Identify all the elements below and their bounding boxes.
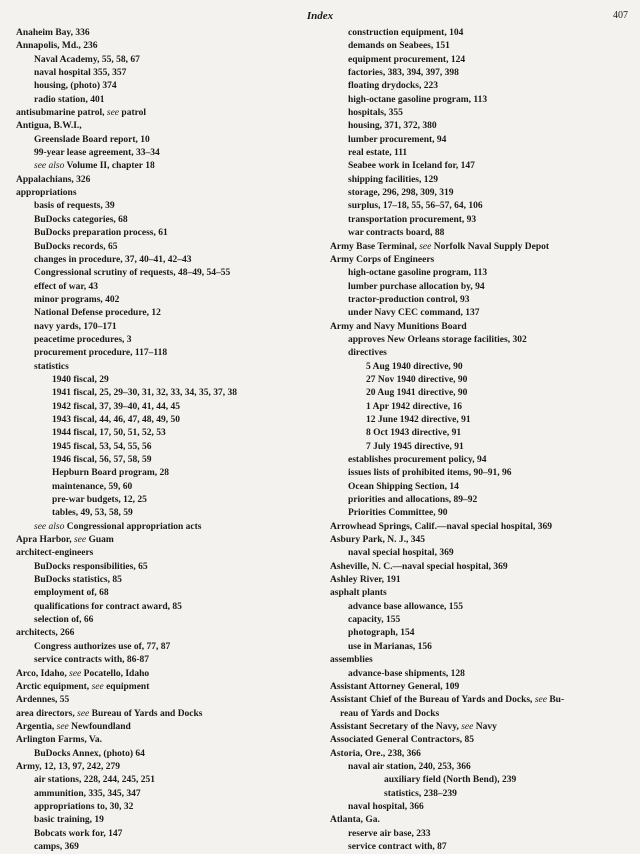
- index-entry: [330, 574, 630, 587]
- index-entry: [16, 601, 314, 614]
- index-entry-text: tractor-production control, 93: [348, 294, 470, 305]
- index-entry: [16, 94, 314, 107]
- index-entry-text: 1945 fiscal, 53, 54, 55, 56: [52, 441, 152, 452]
- index-entry-text: floating drydocks, 223: [348, 81, 438, 92]
- index-entry: [16, 801, 314, 814]
- index-entry: [16, 774, 314, 787]
- index-entry-text: 20 Aug 1941 directive, 90: [366, 388, 468, 399]
- index-entry: [330, 94, 630, 107]
- index-entry: [330, 321, 630, 334]
- index-entry: [330, 547, 630, 560]
- cross-reference-marker: see: [91, 681, 104, 692]
- index-entry: [330, 721, 630, 734]
- index-entry-text: Seabee work in Iceland for, 147: [348, 161, 475, 172]
- index-entry-text: 1 Apr 1942 directive, 16: [366, 401, 462, 412]
- index-entry: [330, 241, 630, 254]
- index-entry-text: Antigua, B.W.I.,: [16, 121, 82, 132]
- index-entry: [16, 454, 314, 467]
- index-entry-text: naval hospital, 366: [348, 801, 424, 812]
- index-entry: [330, 147, 630, 160]
- index-entry-text: selection of, 66: [34, 615, 94, 626]
- index-entry: [330, 494, 630, 507]
- index-entry: [16, 67, 314, 80]
- cross-reference-marker: see: [69, 668, 82, 679]
- index-entry-text: air stations, 228, 244, 245, 251: [34, 775, 155, 786]
- index-entry: [16, 814, 314, 827]
- index-entry-text: BuDocks Annex, (photo) 64: [34, 748, 145, 759]
- index-entry-text: naval air station, 240, 253, 366: [348, 761, 471, 772]
- index-column-left: [16, 27, 314, 854]
- index-entry: [330, 654, 630, 667]
- index-entry: [16, 614, 314, 627]
- index-entry-text: priorities and allocations, 89–92: [348, 495, 478, 506]
- index-entry: [330, 200, 630, 213]
- index-entry-text: camps, 369: [34, 841, 79, 852]
- index-entry: [330, 841, 630, 854]
- index-entry-text: Ocean Shipping Section, 14: [348, 481, 459, 492]
- index-entry-text: maintenance, 59, 60: [52, 481, 133, 492]
- index-entry-text: qualifications for contract award, 85: [34, 601, 182, 612]
- index-entry-text: employment of, 68: [34, 588, 109, 599]
- index-entry-text: Army and Navy Munitions Board: [330, 321, 467, 332]
- index-entry-text: Priorities Committee, 90: [348, 508, 448, 519]
- cross-reference-marker: see: [461, 721, 474, 732]
- index-entry-text: directives: [348, 348, 387, 359]
- index-entry: [16, 841, 314, 854]
- index-entry-text: changes in procedure, 37, 40–41, 42–43: [34, 254, 192, 265]
- index-entry-text: BuDocks preparation process, 61: [34, 228, 168, 239]
- index-entry: [16, 414, 314, 427]
- index-entry-text: Arlington Farms, Va.: [16, 735, 103, 746]
- index-entry: [16, 507, 314, 520]
- index-entry-text: Congressional scrutiny of requests, 48–49, 54–55: [34, 268, 231, 279]
- index-entry: [330, 401, 630, 414]
- index-entry-text: surplus, 17–18, 55, 56–57, 64, 106: [348, 201, 483, 212]
- index-entry: [330, 801, 630, 814]
- index-entry-text: shipping facilities, 129: [348, 174, 438, 185]
- index-entry: [330, 427, 630, 440]
- cross-reference-marker: see: [77, 708, 90, 719]
- index-entry: [330, 214, 630, 227]
- index-entry: [16, 627, 314, 640]
- index-entry-text: lumber purchase allocation by, 94: [348, 281, 485, 292]
- index-entry-text: capacity, 155: [348, 615, 401, 626]
- index-entry: [16, 147, 314, 160]
- index-entry-text: basis of requests, 39: [34, 201, 115, 212]
- index-entry: [16, 347, 314, 360]
- index-entry: [330, 174, 630, 187]
- index-entry: [16, 374, 314, 387]
- index-entry: [330, 668, 630, 681]
- index-entry-text: Asheville, N. C.—naval special hospital, 369: [330, 561, 508, 572]
- index-entry-text: 27 Nov 1940 directive, 90: [366, 374, 468, 385]
- index-entry-text: Ashley River, 191: [330, 575, 401, 586]
- index-entry-text: 7 July 1945 directive, 91: [366, 441, 464, 452]
- index-entry-text: peacetime procedures, 3: [34, 334, 132, 345]
- index-entry-text: Army Base Terminal,: [330, 241, 420, 252]
- index-entry: [330, 307, 630, 320]
- cross-reference-marker: see: [73, 535, 87, 546]
- index-entry-text: issues lists of prohibited items, 90–91, 96: [348, 468, 512, 479]
- page-title: Index: [306, 10, 334, 22]
- index-entry: [330, 387, 630, 400]
- index-entry-text: effect of war, 43: [34, 281, 99, 292]
- index-entry: [16, 534, 314, 547]
- index-entry-text: advance base allowance, 155: [348, 601, 464, 612]
- index-entry: [330, 374, 630, 387]
- index-entry-text: patrol: [119, 108, 147, 119]
- index-entry-text: high-octane gasoline program, 113: [348, 268, 488, 279]
- index-entry-text: assemblies: [330, 655, 373, 666]
- cross-reference-marker: see also: [34, 161, 65, 172]
- index-entry: [330, 27, 630, 40]
- index-entry: [16, 27, 314, 40]
- index-entry-text: storage, 296, 298, 309, 319: [348, 188, 454, 199]
- index-entry-text: 1943 fiscal, 44, 46, 47, 48, 49, 50: [52, 414, 180, 425]
- index-entry: [16, 321, 314, 334]
- index-entry: [330, 254, 630, 267]
- index-entry: [16, 521, 314, 534]
- index-entry-text: Appalachians, 326: [16, 174, 91, 185]
- index-entry-text: Arco, Idaho,: [16, 668, 70, 679]
- index-entry-text: Assistant Secretary of the Navy,: [330, 721, 462, 732]
- index-entry-text: Greenslade Board report, 10: [34, 134, 150, 145]
- index-entry-text: navy yards, 170–171: [34, 321, 117, 332]
- index-entry: [16, 721, 314, 734]
- index-entry-text: real estate, 111: [348, 148, 408, 159]
- index-entry: [16, 828, 314, 841]
- index-entry: [16, 54, 314, 67]
- cross-reference-marker: see: [419, 241, 432, 252]
- index-entry: [330, 828, 630, 841]
- index-entry-text: Associated General Contractors, 85: [330, 735, 475, 746]
- index-entry: [16, 307, 314, 320]
- index-entry: [330, 774, 630, 787]
- index-entry-text: Anaheim Bay, 336: [16, 28, 90, 38]
- index-entry-text: Asbury Park, N. J., 345: [330, 535, 426, 546]
- index-entry-text: Bureau of Yards and Docks: [89, 708, 203, 719]
- index-entry-text: Astoria, Ore., 238, 366: [330, 748, 421, 759]
- index-entry: [330, 521, 630, 534]
- cross-reference-marker: see: [106, 108, 120, 119]
- index-entry: [330, 40, 630, 53]
- page-header: [0, 7, 640, 25]
- index-entry-text: approves New Orleans storage facilities, 302: [348, 334, 527, 345]
- index-entry: [330, 187, 630, 200]
- index-entry: [16, 547, 314, 560]
- index-entry-text: Army Corps of Engineers: [330, 254, 435, 265]
- index-entry: [16, 481, 314, 494]
- index-entry: [330, 467, 630, 480]
- index-entry: [330, 54, 630, 67]
- index-entry: [330, 694, 630, 707]
- index-entry-text: Congressional appropriation acts: [64, 521, 202, 532]
- index-entry-text: pre-war budgets, 12, 25: [52, 495, 147, 506]
- index-entry: [16, 587, 314, 600]
- index-entry: [16, 361, 314, 374]
- index-entry-text: procurement procedure, 117–118: [34, 348, 168, 359]
- index-entry: [330, 281, 630, 294]
- index-entry-text: Atlanta, Ga.: [330, 815, 380, 826]
- index-entry-text: tables, 49, 53, 58, 59: [52, 508, 133, 519]
- index-entry-text: National Defense procedure, 12: [34, 308, 161, 319]
- index-entry-text: radio station, 401: [34, 94, 105, 105]
- index-entry: [330, 788, 630, 801]
- index-entry: [16, 654, 314, 667]
- index-entry: [330, 414, 630, 427]
- index-entry: [330, 267, 630, 280]
- index-entry-text: Arrowhead Springs, Calif.—naval special hospital, 369: [330, 521, 553, 532]
- index-entry-text: Bu-: [546, 695, 565, 706]
- index-entry-text: service contract with, 87: [348, 841, 447, 852]
- index-entry: [330, 347, 630, 360]
- index-entry: [16, 681, 314, 694]
- index-entry: [330, 334, 630, 347]
- index-entry: [330, 601, 630, 614]
- index-entry: [16, 107, 314, 120]
- index-entry-text: housing, 371, 372, 380: [348, 121, 437, 132]
- index-entry: [330, 441, 630, 454]
- index-entry: [16, 788, 314, 801]
- index-entry: [16, 748, 314, 761]
- index-entry-text: Guam: [86, 535, 114, 546]
- index-entry: [16, 427, 314, 440]
- index-entry: [16, 761, 314, 774]
- index-entry: [16, 80, 314, 93]
- index-entry-text: Volume II, chapter 18: [64, 161, 155, 172]
- index-entry: [330, 614, 630, 627]
- index-entry-text: reserve air base, 233: [348, 828, 431, 839]
- index-entry-text: 1940 fiscal, 29: [52, 374, 109, 385]
- cross-reference-marker: see also: [34, 521, 65, 532]
- index-entry-text: Navy: [473, 721, 497, 732]
- index-entry-text: architects, 266: [16, 628, 75, 639]
- index-entry-text: Naval Academy, 55, 58, 67: [34, 54, 140, 65]
- index-entry: [16, 294, 314, 307]
- index-entry: [16, 254, 314, 267]
- index-entry: [16, 734, 314, 747]
- index-entry-text: Ardennes, 55: [16, 695, 70, 706]
- index-entry: [330, 708, 630, 721]
- index-entry: [16, 227, 314, 240]
- index-entry-text: Arctic equipment,: [16, 681, 92, 692]
- index-entry: [16, 441, 314, 454]
- index-entry-text: under Navy CEC command, 137: [348, 308, 480, 319]
- index-entry: [16, 334, 314, 347]
- index-column-right: [330, 27, 630, 854]
- index-entry-text: 12 June 1942 directive, 91: [366, 414, 471, 425]
- index-entry: [16, 134, 314, 147]
- index-entry: [330, 454, 630, 467]
- index-entry-text: high-octane gasoline program, 113: [348, 94, 488, 105]
- index-entry-text: use in Marianas, 156: [348, 641, 432, 652]
- index-entry-text: lumber procurement, 94: [348, 134, 447, 145]
- index-entry: [330, 561, 630, 574]
- index-entry: [330, 134, 630, 147]
- index-entry-text: Newfoundland: [68, 721, 131, 732]
- index-entry: [330, 587, 630, 600]
- cross-reference-marker: see: [534, 695, 547, 706]
- index-entry-text: statistics: [34, 361, 69, 372]
- index-entry: [16, 668, 314, 681]
- index-entry: [16, 267, 314, 280]
- index-entry: [330, 507, 630, 520]
- index-entry-text: reau of Yards and Docks: [340, 708, 440, 719]
- index-entry-text: 1944 fiscal, 17, 50, 51, 52, 53: [52, 428, 166, 439]
- index-entry-text: 1941 fiscal, 25, 29–30, 31, 32, 33, 34, 35, 37, 38: [52, 388, 237, 399]
- index-entry-text: BuDocks records, 65: [34, 241, 118, 252]
- index-entry: [16, 561, 314, 574]
- index-entry-text: equipment procurement, 124: [348, 54, 466, 65]
- index-entry: [16, 494, 314, 507]
- index-entry: [16, 574, 314, 587]
- index-entry-text: minor programs, 402: [34, 294, 120, 305]
- index-entry: [330, 748, 630, 761]
- index-entry-text: Assistant Attorney General, 109: [330, 681, 460, 692]
- index-entry-text: 99-year lease agreement, 33–34: [34, 148, 160, 159]
- index-entry: [16, 281, 314, 294]
- index-entry: [16, 641, 314, 654]
- index-entry: [16, 200, 314, 213]
- index-entry-text: establishes procurement policy, 94: [348, 455, 487, 465]
- index-entry: [16, 708, 314, 721]
- index-entry: [330, 761, 630, 774]
- index-entry-text: hospitals, 355: [348, 108, 403, 119]
- index-entry-text: Congress authorizes use of, 77, 87: [34, 641, 171, 652]
- index-entry-text: Annapolis, Md., 236: [16, 41, 98, 52]
- index-entry-text: Apra Harbor,: [16, 535, 74, 546]
- index-entry: [330, 80, 630, 93]
- index-entry-text: BuDocks responsibilities, 65: [34, 561, 148, 572]
- index-entry-text: appropriations: [16, 188, 77, 199]
- index-entry-text: Hepburn Board program, 28: [52, 468, 170, 479]
- index-entry: [16, 40, 314, 53]
- index-entry: [330, 107, 630, 120]
- index-entry-text: asphalt plants: [330, 588, 387, 599]
- index-entry-text: Assistant Chief of the Bureau of Yards and Docks,: [330, 695, 535, 706]
- index-entry-text: antisubmarine patrol,: [16, 108, 107, 119]
- index-entry-text: appropriations to, 30, 32: [34, 801, 134, 812]
- index-entry-text: war contracts board, 88: [348, 228, 445, 239]
- index-entry-text: Army, 12, 13, 97, 242, 279: [16, 761, 120, 772]
- index-entry: [330, 294, 630, 307]
- index-entry: [330, 481, 630, 494]
- index-entry-text: BuDocks statistics, 85: [34, 575, 122, 586]
- index-entry-text: service contracts with, 86-87: [34, 655, 150, 666]
- index-entry-text: equipment: [103, 681, 150, 692]
- index-entry-text: Argentia,: [16, 721, 57, 732]
- index-entry: [16, 187, 314, 200]
- index-entry-text: basic training, 19: [34, 815, 104, 826]
- index-entry-text: 1942 fiscal, 37, 39–40, 41, 44, 45: [52, 401, 180, 412]
- index-entry-text: advance-base shipments, 128: [348, 668, 465, 679]
- index-entry-text: ammunition, 335, 345, 347: [34, 788, 141, 799]
- index-entry-text: factories, 383, 394, 397, 398: [348, 68, 459, 79]
- index-entry: [16, 467, 314, 480]
- index-entry: [330, 814, 630, 827]
- index-entry-text: construction equipment, 104: [348, 28, 464, 38]
- index-entry-text: auxiliary field (North Bend), 239: [384, 775, 517, 786]
- index-entry-text: naval special hospital, 369: [348, 548, 454, 559]
- index-entry: [16, 174, 314, 187]
- page-number: 407: [613, 10, 628, 21]
- index-entry-text: naval hospital 355, 357: [34, 68, 127, 79]
- index-entry: [16, 120, 314, 133]
- index-entry: [330, 641, 630, 654]
- index-entry: [16, 694, 314, 707]
- index-entry: [330, 227, 630, 240]
- index-entry-text: transportation procurement, 93: [348, 214, 477, 225]
- index-entry-text: statistics, 238–239: [384, 788, 457, 799]
- index-entry: [330, 160, 630, 173]
- index-entry-text: photograph, 154: [348, 628, 415, 639]
- index-entry: [330, 734, 630, 747]
- index-entry: [16, 214, 314, 227]
- index-entry-text: area directors,: [16, 708, 78, 719]
- index-entry: [330, 627, 630, 640]
- cross-reference-marker: see: [56, 721, 69, 732]
- index-entry: [16, 160, 314, 173]
- index-entry-text: 5 Aug 1940 directive, 90: [366, 361, 463, 372]
- index-entry: [330, 120, 630, 133]
- index-entry: [330, 534, 630, 547]
- index-entry: [16, 241, 314, 254]
- index-entry-text: demands on Seabees, 151: [348, 41, 450, 52]
- index-entry: [330, 681, 630, 694]
- index-entry-text: Bobcats work for, 147: [34, 828, 123, 839]
- index-entry-text: 1946 fiscal, 56, 57, 58, 59: [52, 455, 152, 465]
- index-entry-text: 8 Oct 1943 directive, 91: [366, 428, 462, 439]
- index-entry-text: BuDocks categories, 68: [34, 214, 128, 225]
- index-entry: [16, 387, 314, 400]
- index-entry-text: Norfolk Naval Supply Depot: [431, 241, 550, 252]
- index-entry-text: architect-engineers: [16, 548, 94, 559]
- index-entry-text: Pocatello, Idaho: [81, 668, 150, 679]
- index-entry: [330, 361, 630, 374]
- index-entry-text: housing, (photo) 374: [34, 81, 117, 92]
- index-entry: [16, 401, 314, 414]
- index-entry: [330, 67, 630, 80]
